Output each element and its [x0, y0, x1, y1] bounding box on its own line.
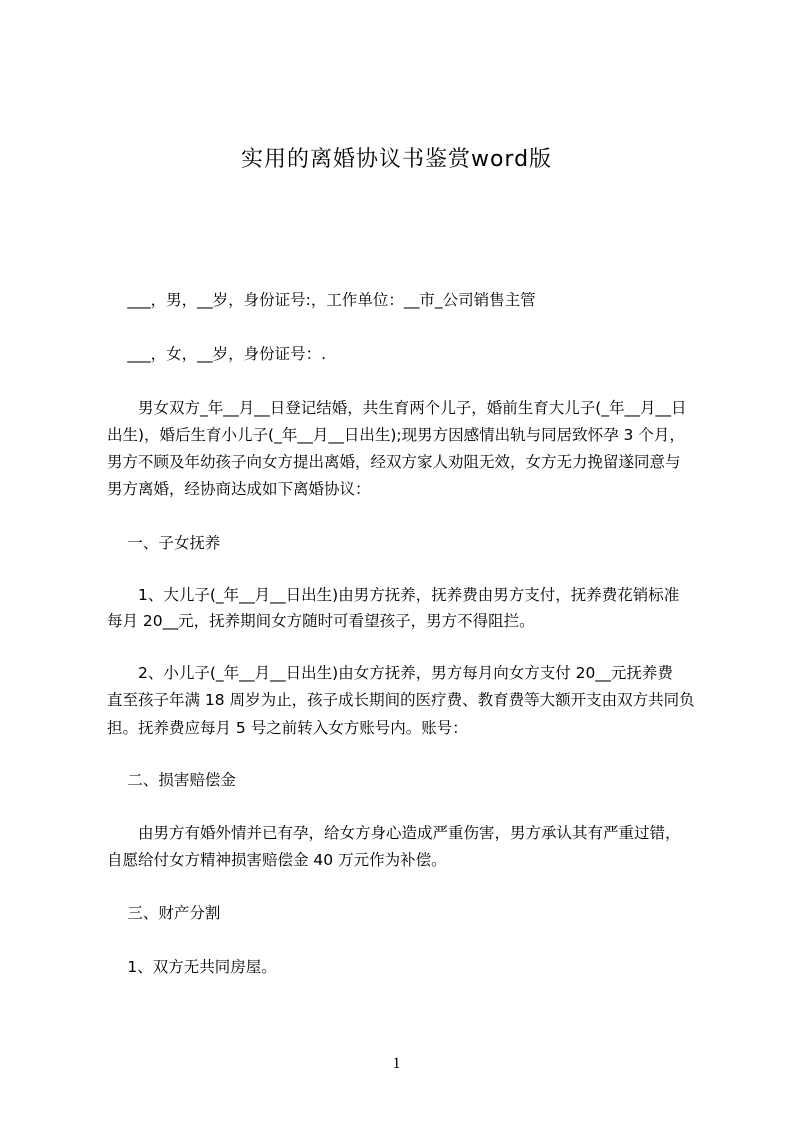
paragraph-line: 自愿给付女方精神损害赔偿金 40 万元作为补偿。	[107, 851, 447, 869]
paragraph-line: 男女双方_年__月__日登记结婚，共生育两个儿子，婚前生育大儿子(_年__月__日	[107, 399, 687, 417]
paragraph-line: 1、大儿子(_年__月__日出生)由男方抚养，抚养费由男方支付，抚养费花销标准	[107, 586, 680, 604]
paragraph-line: 1、双方无共同房屋。	[107, 958, 277, 976]
paragraph-line: 出生)，婚后生育小儿子(_年__月__日出生);现男方因感情出轨与同居致怀孕 3 个月，	[107, 426, 685, 444]
section-heading: 二、损害赔偿金	[107, 771, 236, 789]
paragraph-line: 2、小儿子(_年__月__日出生)由女方抚养，男方每月向女方支付 20__元抚养费	[107, 664, 673, 682]
paragraph-line: 每月 20__元，抚养期间女方随时可看望孩子，男方不得阻拦。	[107, 612, 535, 630]
paragraph-line: 担。抚养费应每月 5 号之前转入女方账号内。账号：	[107, 719, 468, 737]
paragraph-line: 由男方有婚外情并已有孕，给女方身心造成严重伤害，男方承认其有严重过错，	[107, 824, 681, 842]
section-heading: 三、财产分割	[107, 904, 221, 922]
paragraph-line: ___，女，__岁，身份证号：.	[107, 345, 327, 363]
page-number: 1	[392, 1055, 401, 1072]
document-title: 实用的离婚协议书鉴赏word版	[240, 147, 553, 172]
paragraph-line: ___，男，__岁，身份证号:，工作单位：__市_公司销售主管	[107, 291, 536, 309]
paragraph-line: 男方离婚，经协商达成如下离婚协议：	[107, 480, 371, 498]
paragraph-line: 男方不顾及年幼孩子向女方提出离婚，经双方家人劝阻无效，女方无力挽留遂同意与	[107, 453, 681, 471]
paragraph-line: 直至孩子年满 18 周岁为止，孩子成长期间的医疗费、教育费等大额开支由双方共同负	[107, 691, 695, 709]
section-heading: 一、子女抚养	[107, 534, 221, 552]
